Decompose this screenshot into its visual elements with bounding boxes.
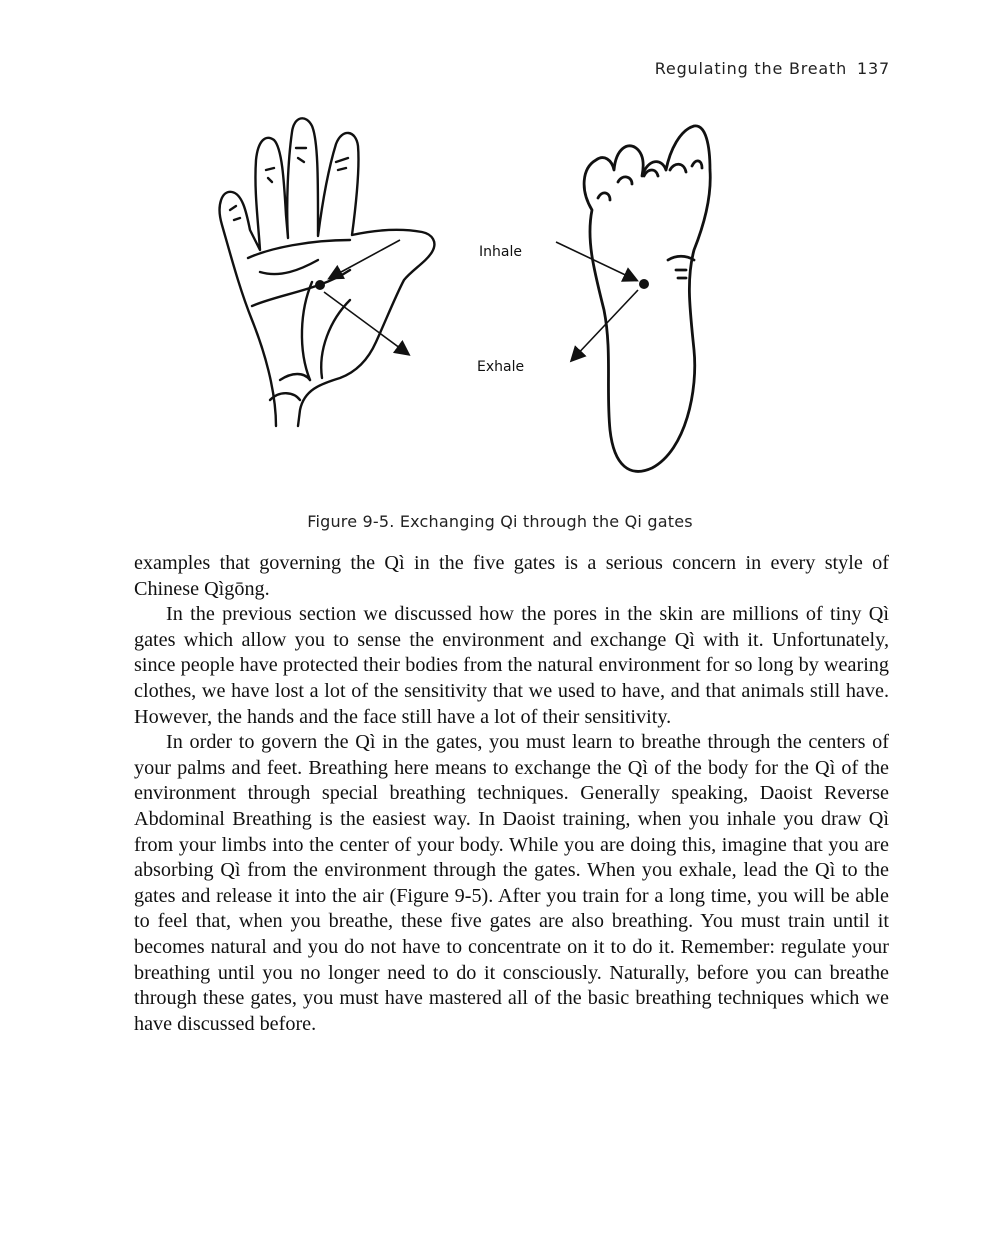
paragraph: In the previous section we discussed how the pores in the skin are millions of tiny Qì gates which allow you to sense the environment and exchange Qì with it. Unfortunately, since people have protected their bodies from the natural environment for so long by wearing clothes, we have lost a lot of the sensitivity that we used to have, and that animals still have. However, the hands and the face still have a lot of their sensitivity. [134, 603, 889, 728]
palm-gate-point [315, 280, 325, 290]
sole-gate-point [639, 279, 649, 289]
foot-exhale-arrow [572, 290, 638, 360]
hand-foot-illustration [200, 110, 740, 480]
paragraph: In order to govern the Qì in the gates, you must learn to breathe through the centers of your palms and feet. Breathing here means to exchange the Qì of the body for the Qì of the environment through special breathing techniques. Generally speaking, Daoist Reverse Abdominal Breathing is the easiest way. In Daoist training, when you inhale you draw Qì from your limbs into the center of your body. While you are doing this, imagine that you are absorbing Qì from the environment through the gates. When you exhale, lead the Qì to the gates and release it into the air (Figure 9-5). After you train for a long time, you will be able to feel that, when you breathe, these five gates are also breathing. You must train until it becomes natural and you do not have to concentrate on it to do it. Remember: regulate your breathing until you no longer need to do it consciously. Naturally, before you can breathe through these gates, you must have mastered all of the basic breathing techniques which we have discussed before. [134, 731, 889, 1035]
hand-outline [220, 118, 435, 426]
hand-exhale-arrow [324, 292, 408, 354]
palm-drawing [220, 118, 435, 426]
sole-drawing [584, 126, 710, 472]
page-number: 137 [857, 59, 890, 78]
body-text [134, 551, 889, 1037]
figure-qi-gates [200, 110, 740, 480]
figure-caption: Figure 9-5. Exchanging Qi through the Qi gates [307, 512, 693, 531]
foot-outline [584, 126, 710, 472]
inhale-label: Inhale [479, 244, 522, 260]
paragraph: examples that governing the Qì in the five gates is a serious concern in every style of Chinese Qìgōng. [134, 552, 889, 600]
running-title: Regulating the Breath [654, 59, 848, 78]
running-head [655, 59, 890, 78]
hand-inhale-arrow [330, 240, 400, 278]
exhale-label: Exhale [477, 359, 525, 375]
